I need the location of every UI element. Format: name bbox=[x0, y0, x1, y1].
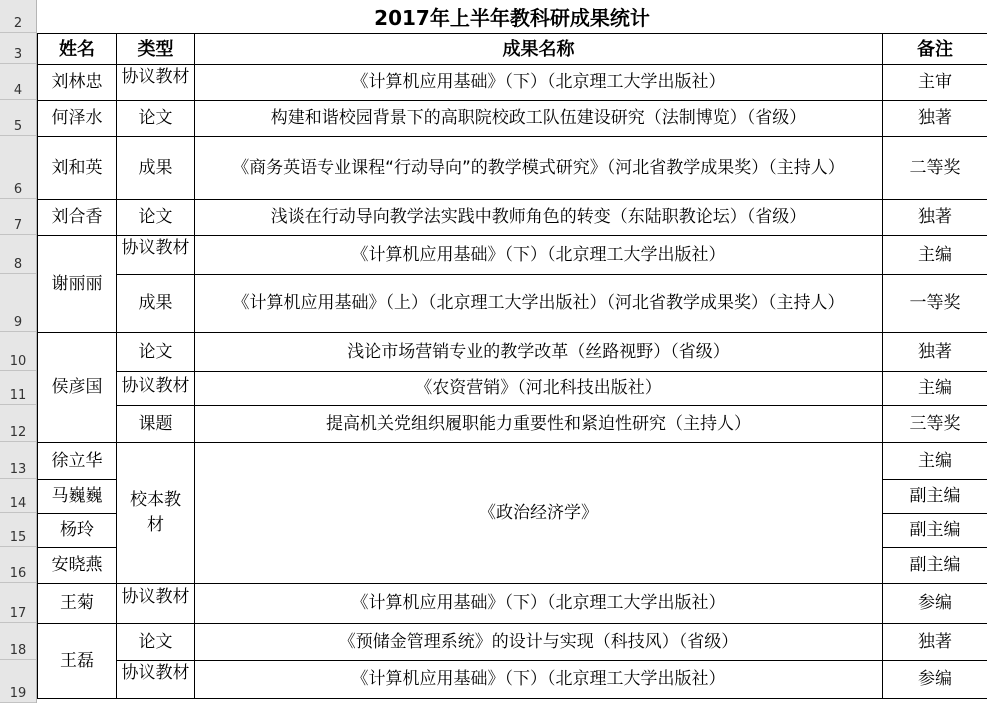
cell-result[interactable]: 《计算机应用基础》（下）（北京理工大学出版社） bbox=[195, 65, 883, 101]
row-number[interactable]: 5 bbox=[0, 100, 36, 136]
cell-note[interactable]: 独著 bbox=[883, 624, 987, 661]
table-row bbox=[38, 65, 987, 101]
cell-note[interactable]: 独著 bbox=[883, 101, 987, 137]
cell-name[interactable]: 何泽水 bbox=[38, 101, 117, 137]
row-number[interactable]: 17 bbox=[0, 583, 36, 623]
cell-name[interactable]: 刘林忠 bbox=[38, 65, 117, 101]
cell-result[interactable]: 《政治经济学》 bbox=[195, 443, 883, 584]
row-number[interactable]: 15 bbox=[0, 513, 36, 547]
cell-result[interactable]: 《商务英语专业课程“行动导向”的教学模式研究》（河北省教学成果奖）（主持人） bbox=[195, 137, 883, 200]
cell-type[interactable]: 课题 bbox=[117, 406, 195, 443]
cell-name[interactable]: 王磊 bbox=[38, 624, 117, 699]
cell-note[interactable]: 主审 bbox=[883, 65, 987, 101]
cell-name[interactable]: 徐立华 bbox=[38, 443, 117, 480]
row-number[interactable]: 11 bbox=[0, 371, 36, 405]
table-row bbox=[38, 137, 987, 200]
table-row bbox=[38, 101, 987, 137]
cell-name[interactable]: 马巍巍 bbox=[38, 480, 117, 514]
row-number[interactable]: 13 bbox=[0, 442, 36, 479]
cell-note[interactable]: 副主编 bbox=[883, 548, 987, 584]
cell-note[interactable]: 独著 bbox=[883, 200, 987, 236]
cell-type[interactable] bbox=[117, 65, 195, 101]
cell-note[interactable]: 参编 bbox=[883, 584, 987, 624]
row-number[interactable]: 9 bbox=[0, 274, 36, 332]
cell-note[interactable]: 副主编 bbox=[883, 514, 987, 548]
cell-name[interactable]: 王菊 bbox=[38, 584, 117, 624]
table-row bbox=[38, 661, 987, 699]
cell-result[interactable]: 《计算机应用基础》（下）（北京理工大学出版社） bbox=[195, 661, 883, 699]
table-row bbox=[38, 236, 987, 275]
cell-type[interactable]: 论文 bbox=[117, 624, 195, 661]
cell-type[interactable]: 论文 bbox=[117, 200, 195, 236]
cell-type[interactable]: 成果 bbox=[117, 137, 195, 200]
cell-type[interactable] bbox=[117, 661, 195, 699]
cell-type-text: 协议教材 bbox=[121, 586, 190, 607]
table-row bbox=[38, 333, 987, 372]
cell-name[interactable]: 谢丽丽 bbox=[38, 236, 117, 333]
header-note[interactable]: 备注 bbox=[883, 34, 987, 65]
table-row bbox=[38, 406, 987, 443]
cell-type-text: 协议教材 bbox=[121, 375, 190, 396]
row-number[interactable]: 2 bbox=[0, 0, 36, 33]
header-row bbox=[38, 34, 987, 65]
cell-type[interactable] bbox=[117, 584, 195, 624]
cell-type-text: 协议教材 bbox=[121, 237, 190, 258]
row-number[interactable]: 12 bbox=[0, 405, 36, 442]
table-row bbox=[38, 584, 987, 624]
cell-result[interactable]: 构建和谐校园背景下的高职院校政工队伍建设研究（法制博览）（省级） bbox=[195, 101, 883, 137]
cell-result[interactable]: 《预储金管理系统》的设计与实现（科技风）（省级） bbox=[195, 624, 883, 661]
cell-result[interactable]: 《计算机应用基础》（下）（北京理工大学出版社） bbox=[195, 236, 883, 275]
row-number[interactable]: 14 bbox=[0, 479, 36, 513]
row-number[interactable]: 10 bbox=[0, 332, 36, 371]
cell-note[interactable]: 主编 bbox=[883, 372, 987, 406]
cell-result[interactable]: 《计算机应用基础》（下）（北京理工大学出版社） bbox=[195, 584, 883, 624]
header-result[interactable]: 成果名称 bbox=[195, 34, 883, 65]
cell-name[interactable]: 杨玲 bbox=[38, 514, 117, 548]
cell-type-text: 协议教材 bbox=[121, 66, 190, 87]
cell-note[interactable]: 三等奖 bbox=[883, 406, 987, 443]
cell-result[interactable]: 浅谈在行动导向教学法实践中教师角色的转变（东陆职教论坛）（省级） bbox=[195, 200, 883, 236]
header-name[interactable]: 姓名 bbox=[38, 34, 117, 65]
cell-note[interactable]: 主编 bbox=[883, 236, 987, 275]
cell-note[interactable]: 副主编 bbox=[883, 480, 987, 514]
cell-type[interactable]: 论文 bbox=[117, 333, 195, 372]
cell-type-text: 协议教材 bbox=[121, 662, 190, 683]
cell-name[interactable]: 侯彦国 bbox=[38, 333, 117, 443]
cell-result[interactable]: 浅论市场营销专业的教学改革（丝路视野）（省级） bbox=[195, 333, 883, 372]
cell-type[interactable]: 成果 bbox=[117, 275, 195, 333]
table-row bbox=[38, 200, 987, 236]
cell-type[interactable]: 论文 bbox=[117, 101, 195, 137]
header-type[interactable]: 类型 bbox=[117, 34, 195, 65]
cell-note[interactable]: 主编 bbox=[883, 443, 987, 480]
sheet-title[interactable]: 2017年上半年教科研成果统计 bbox=[374, 6, 650, 30]
table-row bbox=[38, 275, 987, 333]
spreadsheet-grid bbox=[37, 0, 987, 703]
row-number[interactable]: 18 bbox=[0, 623, 36, 660]
row-number[interactable]: 19 bbox=[0, 660, 36, 703]
table-row bbox=[38, 372, 987, 406]
row-number[interactable]: 16 bbox=[0, 547, 36, 583]
cell-note[interactable]: 参编 bbox=[883, 661, 987, 699]
table-row bbox=[38, 624, 987, 661]
row-number[interactable]: 7 bbox=[0, 199, 36, 235]
cell-type-text: 校本教材 bbox=[130, 490, 181, 535]
cell-name[interactable]: 刘合香 bbox=[38, 200, 117, 236]
cell-result[interactable]: 提高机关党组织履职能力重要性和紧迫性研究（主持人） bbox=[195, 406, 883, 443]
cell-result[interactable]: 《计算机应用基础》（上）（北京理工大学出版社）（河北省教学成果奖）（主持人） bbox=[195, 275, 883, 333]
cell-result[interactable]: 《农资营销》（河北科技出版社） bbox=[195, 372, 883, 406]
row-number[interactable]: 8 bbox=[0, 235, 36, 274]
cell-name[interactable]: 刘和英 bbox=[38, 137, 117, 200]
row-number[interactable]: 4 bbox=[0, 64, 36, 100]
row-header-column bbox=[0, 0, 37, 703]
cell-type[interactable] bbox=[117, 372, 195, 406]
cell-name[interactable]: 安晓燕 bbox=[38, 548, 117, 584]
cell-type[interactable] bbox=[117, 236, 195, 275]
cell-type[interactable] bbox=[117, 443, 195, 584]
cell-note[interactable]: 二等奖 bbox=[883, 137, 987, 200]
cell-note[interactable]: 一等奖 bbox=[883, 275, 987, 333]
row-number[interactable]: 6 bbox=[0, 136, 36, 199]
row-number[interactable]: 3 bbox=[0, 33, 36, 64]
results-table bbox=[37, 33, 987, 699]
table-row bbox=[38, 443, 987, 480]
cell-note[interactable]: 独著 bbox=[883, 333, 987, 372]
